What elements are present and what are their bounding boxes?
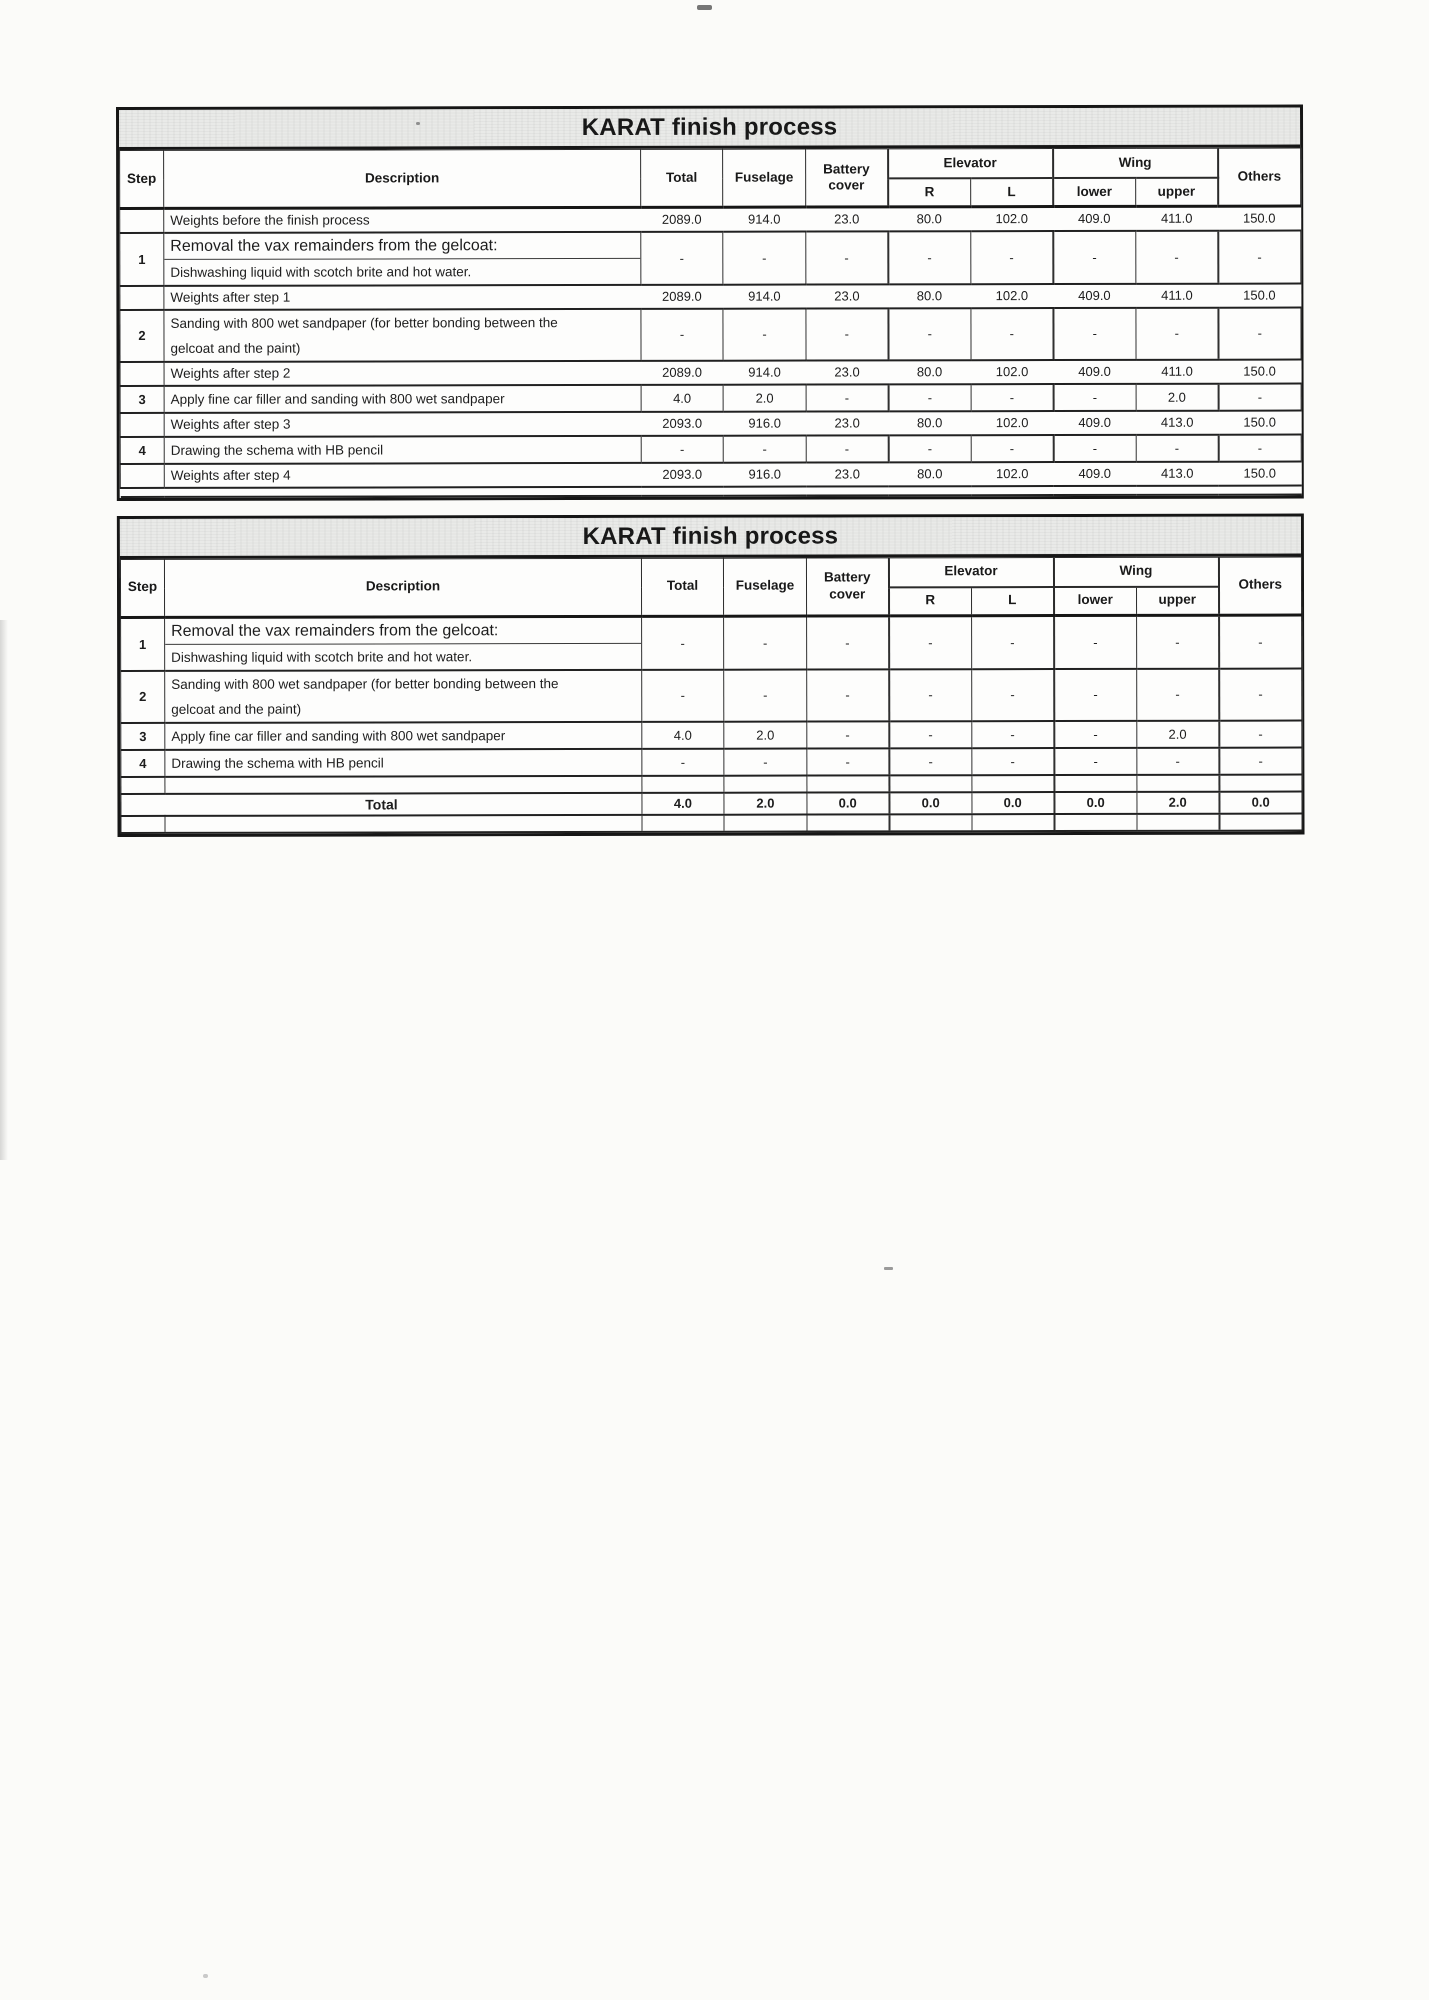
value-wing_lower: 409.0 — [1053, 461, 1136, 485]
value-elevator_l: 102.0 — [971, 207, 1053, 231]
value-battery_cover: - — [806, 308, 888, 360]
value-total: 2089.0 — [641, 284, 723, 308]
description-cell — [165, 748, 642, 776]
spacer-row — [120, 485, 1301, 496]
value-fuselage: - — [724, 616, 807, 670]
value-elevator_r: - — [889, 721, 972, 748]
total-value-fuselage: 2.0 — [724, 792, 807, 814]
col-header-wing-upper: upper — [1136, 178, 1218, 207]
col-header-total: Total — [641, 558, 723, 616]
description-cell — [165, 616, 642, 670]
value-battery_cover — [807, 775, 889, 792]
value-others: 150.0 — [1218, 359, 1301, 383]
value-wing_lower: - — [1054, 615, 1137, 669]
value-battery_cover: - — [807, 615, 889, 669]
col-header-wing-upper: upper — [1137, 586, 1219, 615]
value-wing_upper: - — [1136, 434, 1218, 461]
total-label: Total — [121, 792, 642, 815]
description-line: Drawing the schema with HB pencil — [170, 441, 384, 458]
value-fuselage: - — [723, 435, 806, 462]
value-elevator_l — [972, 814, 1054, 831]
value-others: 150.0 — [1218, 461, 1301, 485]
value-elevator_l: - — [972, 748, 1054, 775]
value-total: 4.0 — [641, 384, 723, 411]
value-fuselage: 914.0 — [723, 284, 806, 308]
col-header-elevator-l: L — [972, 587, 1054, 616]
value-elevator_r: 80.0 — [888, 284, 971, 308]
step-cell: 2 — [120, 309, 164, 361]
description-cell: Weights after step 1 — [164, 284, 641, 309]
total-row — [121, 791, 1302, 815]
step-cell — [121, 815, 165, 832]
value-elevator_r: 80.0 — [888, 462, 971, 486]
description-cell — [165, 814, 642, 832]
value-fuselage: 916.0 — [723, 462, 806, 486]
scan-edge-artifact — [0, 620, 8, 1160]
description-cell: Weights after step 3 — [164, 411, 641, 436]
value-wing_upper: - — [1137, 668, 1219, 720]
col-header-description: Description — [164, 149, 641, 208]
value-fuselage: 916.0 — [723, 411, 806, 435]
value-others: 150.0 — [1218, 410, 1301, 434]
value-wing_upper — [1136, 485, 1218, 494]
value-elevator_l: - — [972, 721, 1054, 748]
value-total — [642, 814, 724, 831]
step-cell — [120, 412, 164, 436]
col-header-elevator-l: L — [971, 178, 1053, 207]
scan-speck-artifact — [416, 122, 420, 125]
value-wing_lower: 409.0 — [1053, 283, 1136, 307]
col-header-elevator: Elevator — [888, 557, 1053, 587]
value-fuselage: - — [723, 231, 806, 284]
step-cell: 1 — [121, 617, 165, 671]
value-wing_lower: - — [1053, 230, 1136, 283]
table-header — [120, 557, 1301, 617]
value-wing_lower — [1054, 774, 1137, 791]
col-header-step: Step — [120, 150, 164, 208]
value-others — [1219, 813, 1302, 830]
value-total — [641, 486, 723, 495]
total-value-others: 0.0 — [1219, 791, 1302, 813]
value-others: - — [1219, 668, 1302, 720]
value-wing_lower: 409.0 — [1053, 359, 1136, 383]
value-wing_lower: - — [1053, 307, 1136, 359]
value-total: - — [641, 308, 723, 360]
description-cell — [164, 435, 641, 463]
col-header-others: Others — [1218, 148, 1301, 206]
total-value-elevator_r: 0.0 — [889, 792, 972, 814]
value-others — [1219, 774, 1302, 791]
value-battery_cover: - — [807, 748, 889, 775]
col-header-elevator-r: R — [888, 178, 971, 207]
step-row-3 — [120, 383, 1301, 412]
description-cell — [165, 775, 642, 793]
value-total: - — [642, 616, 724, 670]
table-body — [120, 206, 1302, 496]
value-elevator_l — [971, 486, 1053, 495]
value-battery_cover — [806, 486, 888, 495]
step-cell: 1 — [120, 232, 164, 285]
value-wing_upper: - — [1137, 615, 1219, 669]
description-cell — [164, 486, 641, 496]
value-elevator_l: - — [972, 669, 1054, 721]
total-value-wing_lower: 0.0 — [1054, 791, 1137, 813]
step-row-2 — [120, 307, 1301, 361]
step-cell: 2 — [121, 670, 165, 722]
col-header-step: Step — [120, 559, 164, 617]
value-wing_lower: - — [1054, 720, 1137, 747]
table-title: KARAT finish process — [119, 108, 1300, 150]
value-total: - — [642, 748, 724, 775]
step-cell: 4 — [121, 749, 165, 776]
value-fuselage: 914.0 — [723, 360, 806, 384]
value-wing_lower: 409.0 — [1053, 206, 1136, 230]
value-elevator_r — [888, 486, 971, 495]
col-header-elevator: Elevator — [888, 149, 1053, 179]
value-total: 2093.0 — [641, 462, 723, 486]
header-row-1 — [120, 148, 1301, 180]
value-elevator_l: - — [971, 231, 1053, 284]
description-cell — [164, 308, 641, 361]
step-row-2 — [121, 668, 1302, 722]
value-elevator_l: - — [972, 615, 1054, 669]
weights-row — [120, 410, 1301, 436]
value-others: 150.0 — [1218, 206, 1301, 230]
value-elevator_l: - — [971, 435, 1053, 462]
value-elevator_r: - — [889, 669, 972, 721]
step-cell — [120, 487, 164, 496]
value-battery_cover: - — [807, 669, 889, 721]
value-others: - — [1218, 434, 1301, 461]
table-header — [120, 148, 1301, 208]
description-line: Apply fine car filler and sanding with 800 wet sandpaper — [170, 390, 505, 407]
value-elevator_r: 80.0 — [888, 411, 971, 435]
description-cell — [165, 721, 642, 749]
description-cell: Weights after step 2 — [164, 360, 641, 385]
value-total: 4.0 — [642, 721, 724, 748]
col-header-fuselage: Fuselage — [723, 558, 806, 616]
col-header-elevator-r: R — [889, 587, 972, 616]
value-wing_lower: 409.0 — [1053, 410, 1136, 434]
value-wing_upper: 413.0 — [1136, 410, 1218, 434]
finish-process-table-2 — [117, 513, 1305, 836]
finish-process-table-1 — [116, 105, 1304, 501]
description-cell — [164, 384, 641, 412]
value-wing_lower: - — [1054, 747, 1137, 774]
step-cell: 4 — [120, 436, 164, 463]
value-battery_cover: 23.0 — [806, 284, 888, 308]
value-battery_cover: - — [806, 384, 888, 411]
col-header-total: Total — [641, 149, 723, 207]
value-fuselage — [724, 814, 807, 831]
value-elevator_r — [889, 814, 972, 831]
value-battery_cover: - — [807, 721, 889, 748]
header-row-1 — [120, 557, 1301, 589]
description-line: Sanding with 800 wet sandpaper (for better bonding between the — [170, 314, 558, 331]
value-elevator_r: 80.0 — [888, 360, 971, 384]
description-line: Dishwashing liquid with scotch brite and hot water. — [170, 263, 472, 280]
step-cell — [120, 285, 164, 309]
document-content — [116, 105, 1305, 852]
value-total: 2089.0 — [641, 360, 723, 384]
value-fuselage: 2.0 — [724, 721, 807, 748]
value-fuselage — [723, 486, 806, 495]
value-battery_cover: 23.0 — [806, 462, 888, 486]
step-cell — [120, 208, 164, 232]
value-fuselage — [724, 775, 807, 792]
value-wing_upper: 2.0 — [1137, 720, 1219, 747]
value-elevator_l: 102.0 — [971, 284, 1053, 308]
table-title: KARAT finish process — [120, 516, 1301, 558]
table-body — [121, 615, 1302, 833]
value-elevator_r: - — [888, 308, 971, 360]
value-fuselage: 2.0 — [723, 384, 806, 411]
value-elevator_r: - — [888, 384, 971, 411]
description-cell — [165, 669, 642, 722]
value-fuselage: - — [724, 748, 807, 775]
step-cell: 3 — [120, 385, 164, 412]
value-total: 2089.0 — [641, 207, 723, 231]
value-wing_upper: - — [1136, 307, 1218, 359]
value-total: - — [641, 231, 723, 284]
value-wing_upper: 411.0 — [1136, 359, 1218, 383]
value-elevator_r: 80.0 — [888, 207, 971, 231]
col-header-wing-lower: lower — [1054, 586, 1137, 615]
col-header-battery-cover: Battery cover — [806, 149, 888, 207]
value-elevator_r: - — [888, 435, 971, 462]
weights-row — [120, 461, 1301, 487]
total-value-total: 4.0 — [642, 792, 724, 814]
description-line: Drawing the schema with HB pencil — [171, 754, 384, 771]
value-elevator_r: - — [888, 231, 971, 284]
value-others: - — [1218, 307, 1301, 359]
value-battery_cover: - — [806, 435, 888, 462]
value-elevator_l: 102.0 — [971, 462, 1053, 486]
value-others: - — [1218, 230, 1301, 283]
value-wing_upper: - — [1136, 230, 1218, 283]
value-elevator_l: 102.0 — [971, 411, 1053, 435]
value-others: - — [1219, 720, 1302, 747]
scan-speck-artifact — [203, 1974, 208, 1978]
description-line: Removal the vax remainders from the gelcoat: — [165, 617, 641, 644]
weights-row — [120, 206, 1301, 232]
total-value-elevator_l: 0.0 — [972, 792, 1054, 814]
weights-row — [120, 359, 1301, 385]
total-value-wing_upper: 2.0 — [1137, 791, 1219, 813]
value-battery_cover: 23.0 — [806, 207, 888, 231]
value-others: - — [1218, 383, 1301, 410]
value-others: 150.0 — [1218, 283, 1301, 307]
step-cell — [120, 463, 164, 487]
col-header-fuselage: Fuselage — [723, 149, 806, 207]
col-header-battery-cover: Battery cover — [806, 557, 888, 615]
description-line: gelcoat and the paint) — [171, 701, 302, 717]
value-battery_cover — [807, 814, 889, 831]
value-others: - — [1219, 615, 1302, 669]
col-header-wing: Wing — [1053, 148, 1218, 178]
value-elevator_l: - — [971, 384, 1053, 411]
value-wing_upper: 411.0 — [1136, 206, 1218, 230]
weights-row — [120, 283, 1301, 309]
value-wing_upper — [1137, 774, 1219, 791]
step-row-4 — [121, 747, 1302, 776]
value-wing_upper: 2.0 — [1136, 383, 1218, 410]
description-line: Dishwashing liquid with scotch brite and hot water. — [171, 648, 473, 665]
step-row-1 — [121, 615, 1302, 671]
value-battery_cover: 23.0 — [806, 411, 888, 435]
value-elevator_l: 102.0 — [971, 360, 1053, 384]
col-header-others: Others — [1218, 557, 1301, 615]
value-wing_upper: 413.0 — [1136, 461, 1218, 485]
empty-row — [121, 813, 1302, 832]
value-fuselage: 914.0 — [723, 207, 806, 231]
scan-speck-artifact — [697, 5, 712, 10]
value-wing_lower — [1054, 813, 1137, 830]
value-fuselage: - — [724, 669, 807, 721]
value-others — [1218, 485, 1301, 494]
step-cell: 3 — [121, 722, 165, 749]
step-cell — [120, 361, 164, 385]
value-fuselage: - — [723, 308, 806, 360]
step-row-1 — [120, 230, 1301, 285]
value-wing_upper — [1137, 813, 1219, 830]
description-line: Apply fine car filler and sanding with 800 wet sandpaper — [171, 727, 506, 744]
value-wing_upper: - — [1137, 747, 1219, 774]
value-wing_lower — [1053, 485, 1136, 494]
weights-table — [119, 148, 1302, 498]
description-cell: Weights after step 4 — [164, 462, 641, 487]
value-total: 2093.0 — [641, 411, 723, 435]
value-total: - — [642, 669, 724, 721]
value-total: - — [641, 435, 723, 462]
scan-speck-artifact — [884, 1267, 893, 1270]
step-cell — [121, 776, 165, 793]
description-cell — [164, 231, 641, 285]
total-value-battery_cover: 0.0 — [807, 792, 889, 814]
value-battery_cover: 23.0 — [806, 360, 888, 384]
value-elevator_r: - — [889, 748, 972, 775]
value-elevator_l — [972, 775, 1054, 792]
value-total — [642, 775, 724, 792]
value-wing_upper: 411.0 — [1136, 283, 1218, 307]
value-wing_lower: - — [1053, 383, 1136, 410]
col-header-description: Description — [164, 558, 641, 617]
col-header-wing: Wing — [1053, 557, 1218, 587]
step-row-4 — [120, 434, 1301, 463]
value-elevator_l: - — [971, 308, 1053, 360]
value-wing_lower: - — [1054, 668, 1137, 720]
value-elevator_r — [889, 775, 972, 792]
value-others: - — [1219, 747, 1302, 774]
col-header-wing-lower: lower — [1053, 178, 1136, 207]
description-cell: Weights before the finish process — [164, 207, 641, 232]
value-elevator_r: - — [889, 615, 972, 669]
description-line: Removal the vax remainders from the gelcoat: — [164, 232, 640, 259]
value-wing_lower: - — [1053, 434, 1136, 461]
description-line: Sanding with 800 wet sandpaper (for better bonding between the — [171, 675, 559, 692]
totals-table — [120, 556, 1303, 833]
value-battery_cover: - — [806, 231, 888, 284]
step-row-3 — [121, 720, 1302, 749]
description-line: gelcoat and the paint) — [170, 340, 301, 356]
